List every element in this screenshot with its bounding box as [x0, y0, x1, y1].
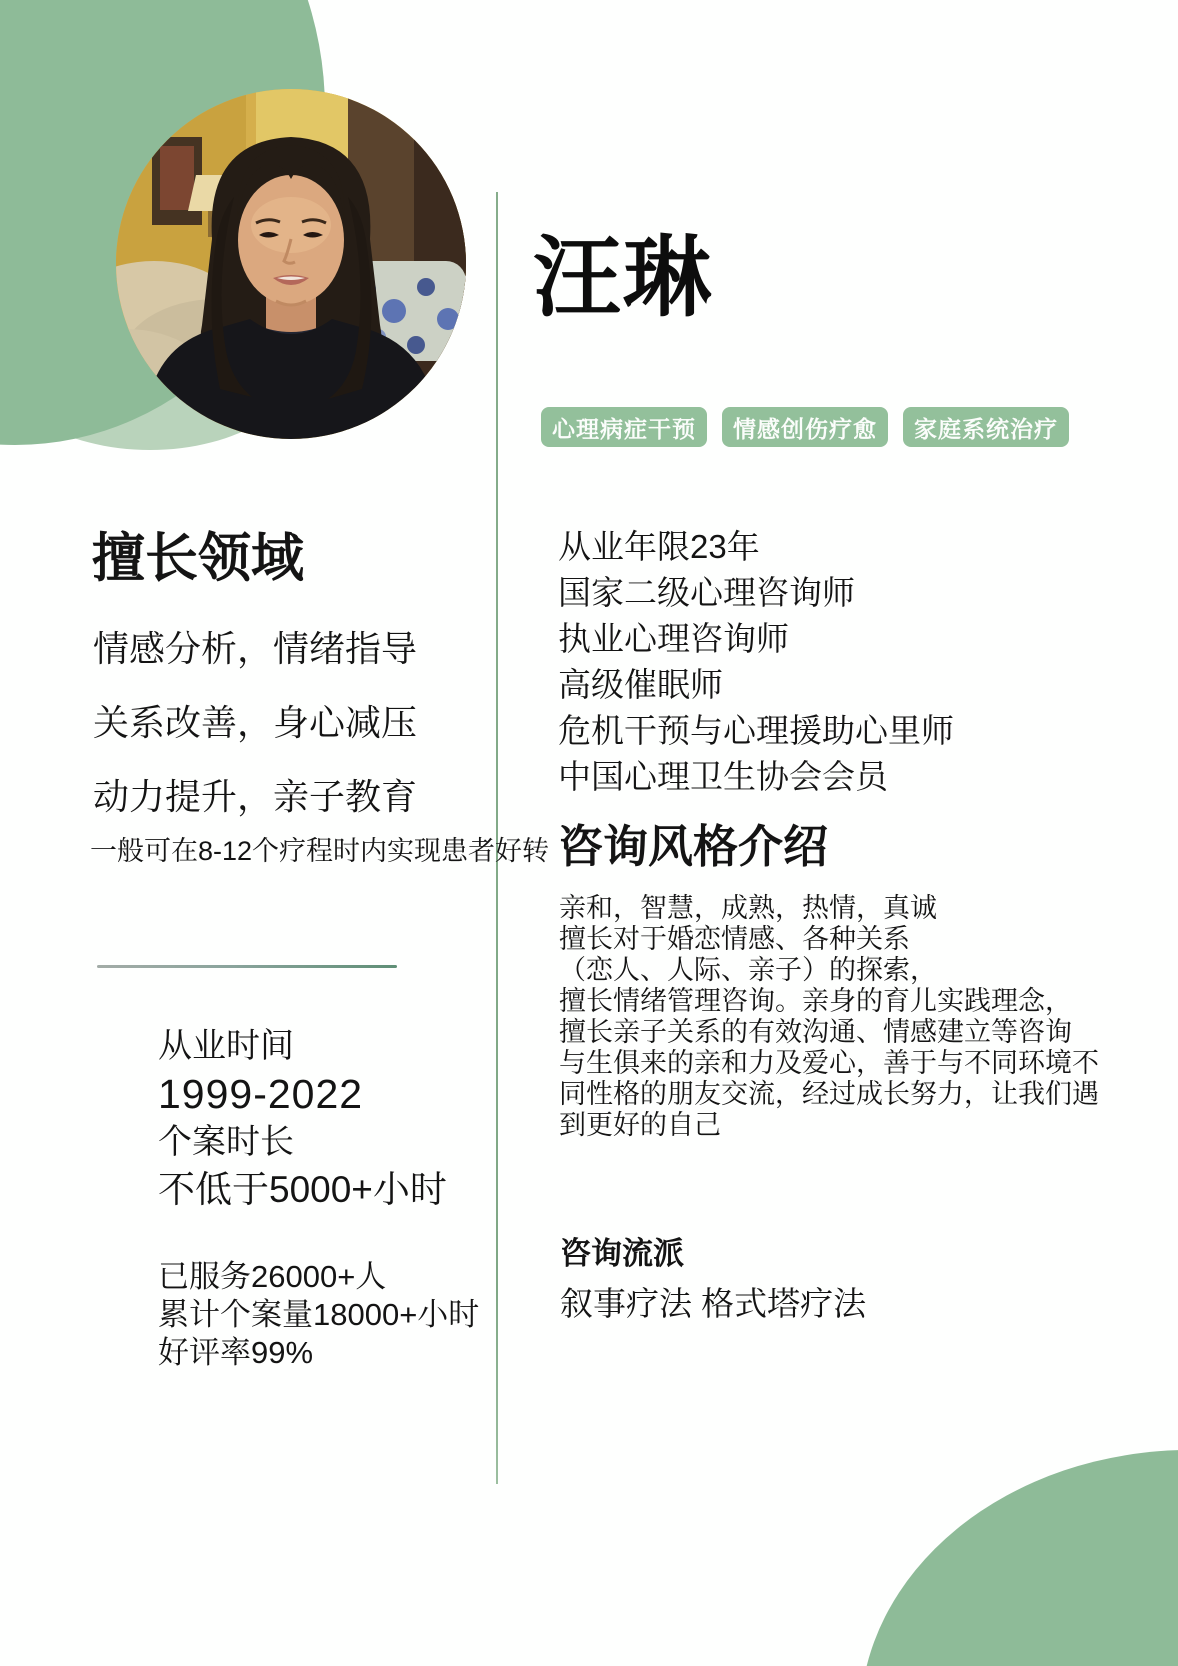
- career-time-label: 从业时间: [158, 1027, 294, 1065]
- credential-line: 执业心理咨询师: [558, 620, 789, 657]
- profile-photo: [116, 89, 466, 439]
- career-block: [158, 1022, 447, 1214]
- style-line: 擅长对于婚恋情感、各种关系: [559, 924, 910, 954]
- stat-line: 累计个案量18000+小时: [158, 1297, 480, 1332]
- credentials-list: [558, 524, 954, 800]
- stat-line: 好评率99%: [158, 1335, 314, 1370]
- tag-pill: 情感创伤疗愈: [722, 407, 888, 447]
- credential-line: 从业年限23年: [558, 528, 760, 565]
- treatment-note: 一般可在8-12个疗程时内实现患者好转: [90, 836, 550, 866]
- expertise-line: 动力提升，亲子教育: [93, 776, 418, 817]
- credential-line: 危机干预与心理援助心里师: [558, 712, 954, 749]
- credential-line: 国家二级心理咨询师: [558, 574, 855, 611]
- style-line: 同性格的朋友交流，经过成长努力，让我们遇: [559, 1079, 1099, 1109]
- tag-pill: 家庭系统治疗: [903, 407, 1069, 447]
- tag-list: [541, 407, 1069, 447]
- portrait-illustration: [116, 89, 466, 439]
- stat-line: 已服务26000+人: [158, 1259, 387, 1294]
- style-line: 亲和，智慧，成熟，热情，真诚: [559, 893, 937, 923]
- style-paragraph: [559, 893, 1099, 1141]
- credential-line: 高级催眠师: [558, 666, 723, 703]
- case-hours-label: 个案时长: [158, 1123, 294, 1161]
- page-title: 汪琳: [533, 228, 714, 327]
- tag-pill: 心理病症干预: [541, 407, 707, 447]
- style-line: 擅长情绪管理咨询。亲身的育儿实践理念，: [559, 986, 1072, 1016]
- bottom-right-green-blob: [860, 1450, 1178, 1666]
- style-line: 擅长亲子关系的有效沟通、情感建立等咨询: [559, 1017, 1072, 1047]
- style-title: 咨询风格介绍: [558, 821, 829, 872]
- style-line: （恋人、人际、亲子）的探索，: [559, 955, 937, 985]
- career-time-value: 1999-2022: [158, 1071, 364, 1117]
- stats-block: [158, 1258, 479, 1372]
- school-title: 咨询流派: [560, 1236, 684, 1271]
- case-hours-value: 不低于5000+小时: [158, 1169, 447, 1210]
- style-line: 到更好的自己: [559, 1110, 721, 1140]
- credential-line: 中国心理卫生协会会员: [558, 758, 888, 795]
- expertise-line: 情感分析，情绪指导: [93, 628, 418, 669]
- section-divider: [97, 965, 397, 968]
- style-line: 与生俱来的亲和力及爱心，善于与不同环境不: [559, 1048, 1099, 1078]
- expertise-title: 擅长领域: [92, 529, 304, 588]
- school-value: 叙事疗法 格式塔疗法: [560, 1285, 867, 1322]
- expertise-line: 关系改善，身心减压: [93, 702, 418, 743]
- expertise-list: [93, 612, 417, 834]
